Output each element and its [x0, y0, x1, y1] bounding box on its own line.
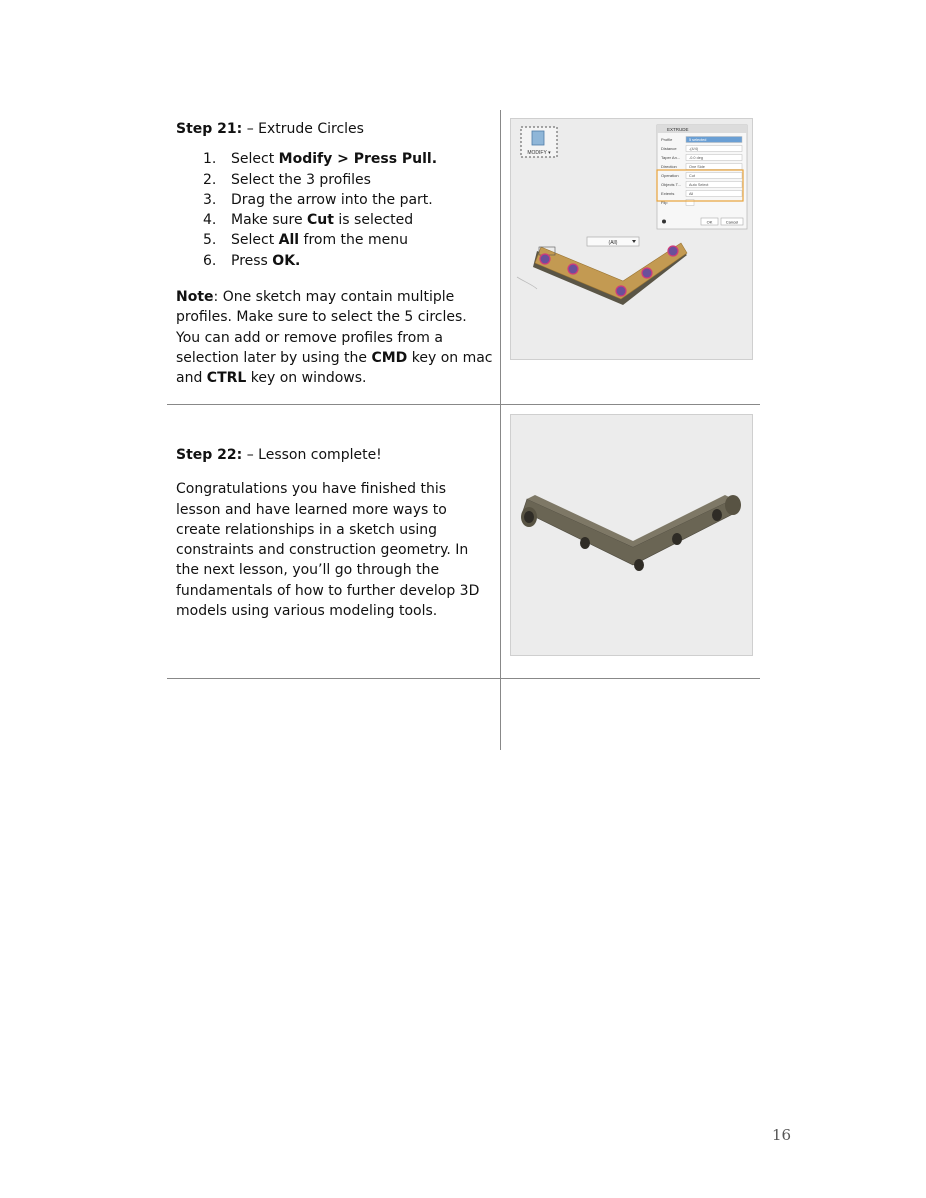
dialog-row-label: Extents: [661, 191, 675, 196]
svg-text:Cancel: Cancel: [725, 219, 739, 225]
table-row-divider: [167, 678, 760, 679]
finished-part-screenshot: [510, 414, 753, 656]
page-number: 16: [772, 1126, 792, 1144]
selected-profile-circle: [668, 246, 678, 256]
step-22-text: [176, 445, 494, 621]
svg-text:OK: OK: [706, 219, 713, 225]
extents-dropdown[interactable]: [587, 237, 639, 246]
modify-label: MODIFY ▾: [527, 150, 551, 156]
dialog-row-label: Objects T...: [661, 182, 681, 187]
step-22-body: Congratulations you have finished this lesson and have learned more ways to create relationships in a sketch using constraints and construction geometry. In the next lesson, you’ll go through the fundamentals of how to further develop 3D models using various modeling tools.: [176, 481, 480, 620]
dialog-row[interactable]: [661, 182, 742, 188]
instruction-item: 6. Press OK.: [203, 252, 301, 269]
dialog-row-field[interactable]: [686, 191, 742, 197]
svg-text:(All): (All): [608, 240, 618, 246]
dialog-row-label: Taper An...: [661, 155, 681, 160]
press-pull-icon: [532, 131, 544, 145]
selected-profile-circle: [642, 268, 652, 278]
step-21-heading: Step 21: – Extrude Circles: [176, 121, 364, 137]
bracket-part-cut-preview: [517, 243, 687, 305]
dialog-row[interactable]: [661, 164, 742, 170]
finished-bracket-part: [521, 495, 741, 571]
step-21-note: Note: One sketch may contain multiple profiles. Make sure to select the 5 circles. You can add or remove profiles from a selection later by using the CMD key on mac and CTRL key on windows.: [176, 289, 493, 387]
dialog-row-value: -(4/4): [689, 147, 699, 151]
instruction-item: 4. Make sure Cut is selected: [203, 212, 414, 229]
selected-profile-circle: [616, 286, 626, 296]
extrude-dialog-screenshot: [510, 118, 753, 360]
dialog-row[interactable]: [661, 155, 742, 161]
part-hole: [634, 559, 644, 571]
dialog-row-label: Profile: [661, 137, 673, 142]
dialog-row[interactable]: [661, 173, 742, 179]
finished-part-canvas: [511, 415, 752, 655]
dialog-row-label: Distance: [661, 146, 677, 151]
dialog-row-value: One Side: [689, 165, 705, 169]
part-hole: [580, 537, 590, 549]
dialog-row-value: 5 selected: [689, 138, 707, 142]
table-row-divider: [167, 404, 760, 405]
dialog-row-label: Operation: [661, 173, 679, 178]
dialog-title: EXTRUDE: [667, 127, 689, 132]
instruction-item: 2. Select the 3 profiles: [203, 171, 371, 188]
extrude-dialog: [657, 125, 747, 229]
selected-profile-circle: [540, 254, 550, 264]
dialog-row-value: Auto Select: [689, 183, 709, 187]
dialog-row-value: Cut: [689, 174, 695, 178]
dialog-row[interactable]: [661, 191, 742, 197]
part-hole: [712, 509, 722, 521]
selected-profile-circle: [568, 264, 578, 274]
dialog-row-label: Direction: [661, 164, 677, 169]
part-hole: [524, 511, 534, 523]
step-21-instructions: [176, 149, 494, 271]
dialog-row-field[interactable]: [686, 200, 694, 206]
step-22-heading: Step 22: – Lesson complete!: [176, 447, 382, 463]
extrude-screenshot-canvas: [511, 119, 752, 359]
dialog-row[interactable]: [661, 146, 742, 152]
modify-button[interactable]: [521, 127, 557, 157]
info-icon: [662, 220, 666, 224]
dialog-row-label: Flip: [661, 200, 668, 205]
instruction-item: 3. Drag the arrow into the part.: [203, 191, 433, 208]
table-column-divider: [500, 110, 501, 750]
step-21-text: [176, 119, 494, 389]
dialog-row-value: -0.0 deg: [689, 156, 703, 160]
instruction-item: 1. Select Modify > Press Pull.: [203, 151, 438, 168]
part-hole: [672, 533, 682, 545]
dialog-row-value: All: [689, 192, 694, 196]
instruction-item: 5. Select All from the menu: [203, 232, 408, 249]
